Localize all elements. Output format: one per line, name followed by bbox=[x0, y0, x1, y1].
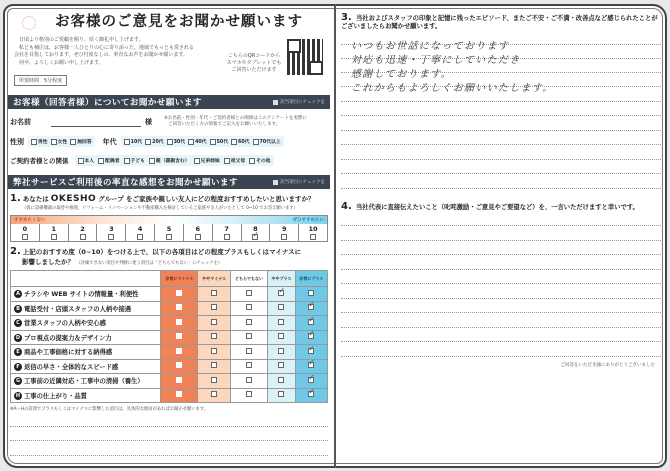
age-option[interactable] bbox=[145, 138, 163, 145]
scale-option-8[interactable] bbox=[241, 224, 270, 241]
privacy-note bbox=[164, 116, 307, 128]
question-2-line2 bbox=[22, 257, 328, 266]
rating-row-e bbox=[11, 345, 328, 360]
rating-row-g bbox=[11, 374, 328, 389]
scale-value: 7 bbox=[224, 225, 229, 233]
section-title: お客様（回答者様）についてお聞かせ願います bbox=[13, 98, 202, 108]
option-label: 60代 bbox=[238, 140, 250, 145]
rating-header-row bbox=[11, 271, 328, 287]
note-line: ※お名前・性別・年代・ご契約者様との関係はこのアンケートを実際に bbox=[164, 116, 307, 121]
scale-value: 0 bbox=[22, 225, 28, 233]
relation-label: ご契約者様との関係 bbox=[10, 157, 69, 165]
checkbox[interactable] bbox=[246, 377, 252, 383]
option-label: 50代 bbox=[216, 140, 229, 145]
handwritten-text: 感謝しております。 bbox=[351, 69, 452, 80]
rating-cell[interactable] bbox=[161, 301, 198, 316]
question-4-answer[interactable] bbox=[341, 212, 663, 357]
checkbox[interactable] bbox=[176, 319, 182, 325]
rating-cell[interactable] bbox=[230, 359, 268, 374]
qr-caption-line: こちらのQRコードから bbox=[227, 53, 281, 59]
option-label: 本人 bbox=[84, 159, 95, 164]
rating-cell[interactable] bbox=[230, 287, 268, 302]
option-label: 男性 bbox=[38, 140, 48, 145]
answer-line[interactable] bbox=[341, 131, 663, 146]
relation-option[interactable] bbox=[98, 157, 119, 164]
rating-cell[interactable] bbox=[161, 359, 198, 374]
age-option[interactable] bbox=[167, 138, 185, 145]
rating-cell[interactable] bbox=[161, 374, 198, 389]
checkbox[interactable] bbox=[176, 290, 182, 296]
scale-value: 9 bbox=[281, 225, 287, 233]
answer-line[interactable] bbox=[341, 313, 663, 328]
scale-option-2[interactable] bbox=[68, 224, 97, 241]
col-slight-minus: ややマイナス bbox=[198, 271, 230, 287]
gender-option-no-answer[interactable] bbox=[70, 138, 91, 145]
rating-cell[interactable] bbox=[268, 388, 295, 403]
checkbox[interactable] bbox=[211, 377, 217, 383]
checkbox[interactable] bbox=[188, 139, 194, 145]
item-letter-badge: A bbox=[14, 290, 22, 298]
checkbox[interactable] bbox=[124, 139, 130, 145]
item-letter-badge: G bbox=[15, 378, 21, 385]
age-options bbox=[121, 136, 284, 147]
section-title: 弊社サービスご利用後の率直な感想をお聞かせ願います bbox=[13, 178, 239, 188]
gender-age-row bbox=[10, 133, 328, 150]
checkbox[interactable] bbox=[31, 139, 37, 145]
question-text: あなたは bbox=[22, 195, 49, 203]
checkbox[interactable] bbox=[124, 158, 130, 164]
item-label: 電話受付・店頭スタッフの人柄や接遇 bbox=[24, 305, 132, 313]
answer-line[interactable] bbox=[341, 160, 663, 175]
rating-cell[interactable] bbox=[198, 301, 230, 316]
item-letter-badge: E bbox=[14, 348, 22, 356]
checkbox[interactable] bbox=[108, 234, 114, 240]
item-label: プロ視点の提案力＆デザイン力 bbox=[24, 334, 112, 342]
rating-cell[interactable] bbox=[198, 316, 230, 331]
scale-value: 6 bbox=[195, 225, 201, 233]
col-neutral: どちらでもない bbox=[230, 271, 268, 287]
question-1 bbox=[10, 193, 328, 204]
item-label: 工事前の近隣対応・工事中の清掃（養生） bbox=[24, 378, 144, 386]
rating-row-c bbox=[11, 316, 328, 331]
checkbox[interactable] bbox=[246, 304, 252, 310]
intro-line: 私ども桶庄は、お客様一人ひとりの心に寄り添った、地域でもっとも愛される bbox=[19, 44, 195, 51]
rating-cell[interactable] bbox=[198, 330, 230, 345]
relation-option[interactable] bbox=[224, 157, 245, 164]
scale-value: 1 bbox=[51, 225, 56, 233]
section-hint bbox=[273, 99, 325, 105]
rating-cell[interactable] bbox=[268, 301, 295, 316]
handwritten-text: 対応も迅速・丁寧にしていただき bbox=[351, 55, 521, 66]
option-label: 祖父母 bbox=[230, 159, 246, 164]
question-subtext: （仮に設備機器の取替や修理、リフォーム・リノベーションや不動産購入を検討しているご家族や友人がいたとして 0~10 でお答え願います） bbox=[22, 206, 298, 211]
checkbox[interactable] bbox=[51, 139, 57, 145]
checkbox[interactable] bbox=[246, 362, 252, 368]
rating-cell[interactable] bbox=[268, 316, 295, 331]
rating-cell[interactable] bbox=[230, 301, 268, 316]
scale-option-4[interactable] bbox=[125, 224, 154, 241]
item-column-header bbox=[11, 271, 161, 287]
checkbox[interactable] bbox=[278, 348, 284, 354]
qr-caption bbox=[222, 53, 286, 74]
intro-text bbox=[14, 37, 234, 67]
item-letter-badge: F bbox=[14, 363, 22, 371]
checkbox[interactable] bbox=[310, 234, 316, 240]
checkbox-checked[interactable] bbox=[308, 377, 314, 383]
checkbox[interactable] bbox=[231, 139, 237, 145]
page-divider bbox=[334, 4, 336, 468]
checkbox[interactable] bbox=[70, 139, 76, 145]
checkbox[interactable] bbox=[278, 362, 284, 368]
checkbox-icon bbox=[273, 100, 278, 105]
answer-line[interactable] bbox=[341, 299, 663, 314]
answer-line[interactable] bbox=[341, 212, 663, 227]
rating-item bbox=[11, 345, 161, 360]
scale-option-10[interactable] bbox=[298, 224, 327, 241]
checkbox[interactable] bbox=[98, 158, 104, 164]
checkbox[interactable] bbox=[308, 290, 314, 296]
checkbox-checked[interactable] bbox=[308, 333, 314, 339]
checkbox[interactable] bbox=[278, 333, 284, 339]
rating-cell[interactable] bbox=[198, 345, 230, 360]
rating-item bbox=[11, 330, 161, 345]
scale-value: 5 bbox=[166, 225, 172, 233]
hint-text: 該当項目にチェックを bbox=[280, 180, 325, 185]
checkbox[interactable] bbox=[224, 234, 230, 240]
question-3-answer[interactable] bbox=[341, 31, 663, 189]
rating-cell[interactable] bbox=[295, 287, 327, 302]
relation-option[interactable] bbox=[249, 157, 270, 164]
rating-cell[interactable] bbox=[295, 330, 327, 345]
section-respondent-header bbox=[8, 95, 330, 109]
answer-line[interactable] bbox=[341, 102, 663, 117]
rating-cell[interactable] bbox=[230, 345, 268, 360]
time-required-badge: 所要時間 5分程度 bbox=[14, 75, 67, 86]
checkbox[interactable] bbox=[211, 348, 217, 354]
option-label: 70代以上 bbox=[259, 140, 281, 145]
rating-row-a bbox=[11, 287, 328, 302]
rating-cell[interactable] bbox=[268, 287, 295, 302]
option-label: 配偶者 bbox=[105, 159, 120, 164]
checkbox-checked[interactable] bbox=[308, 304, 314, 310]
checkbox[interactable] bbox=[176, 333, 182, 339]
option-label: 兄弟姉妹 bbox=[200, 159, 220, 164]
rating-table bbox=[10, 270, 328, 403]
col-very-minus: 非常にマイナス bbox=[161, 271, 198, 287]
checkbox[interactable] bbox=[281, 234, 287, 240]
checkbox[interactable] bbox=[249, 158, 255, 164]
option-label: 無回答 bbox=[77, 140, 92, 145]
gender-option-female[interactable] bbox=[51, 138, 68, 145]
item-letter-badge: H bbox=[15, 392, 21, 399]
answer-line[interactable] bbox=[341, 328, 663, 343]
rating-cell[interactable] bbox=[230, 330, 268, 345]
answer-line[interactable] bbox=[10, 427, 328, 442]
item-label: 返信の早さ・全体的なスピード感 bbox=[24, 363, 119, 371]
relation-option[interactable] bbox=[124, 157, 145, 164]
rating-cell[interactable] bbox=[161, 316, 198, 331]
checkbox[interactable] bbox=[210, 139, 216, 145]
answer-line[interactable] bbox=[10, 441, 328, 456]
checkbox-checked[interactable] bbox=[308, 348, 314, 354]
relation-options bbox=[75, 155, 274, 166]
checkbox[interactable] bbox=[253, 139, 259, 145]
intro-line: 会社を目指しております。ぜひ忖度なしの、率直なお声をお聞かせ願います。 bbox=[14, 52, 189, 58]
option-label: 40代 bbox=[195, 140, 207, 145]
item-label: 工事の仕上がり・品質 bbox=[24, 392, 87, 400]
rating-cell[interactable] bbox=[198, 359, 230, 374]
checkbox[interactable] bbox=[246, 391, 252, 397]
note-line: ご回答いただく方の情報でご記入をお願いいたします。 bbox=[168, 122, 281, 127]
item-letter-badge: B bbox=[14, 305, 22, 313]
scale-value: 2 bbox=[80, 225, 85, 233]
item-label: 営業スタッフの人柄や安心感 bbox=[24, 320, 106, 328]
checkbox[interactable] bbox=[246, 290, 252, 296]
option-label: その他 bbox=[256, 159, 271, 164]
checkbox[interactable] bbox=[194, 158, 200, 164]
item-letter-badge: C bbox=[14, 319, 22, 327]
rating-cell[interactable] bbox=[198, 388, 230, 403]
rating-cell[interactable] bbox=[230, 316, 268, 331]
scale-option-6[interactable] bbox=[183, 224, 212, 241]
option-label: 子ども bbox=[130, 159, 145, 164]
qr-caption-line: スマホやタブレットでも bbox=[226, 60, 282, 66]
relation-option[interactable] bbox=[78, 157, 95, 164]
checkbox[interactable] bbox=[22, 234, 28, 240]
rating-cell[interactable] bbox=[268, 374, 295, 389]
option-label: 親（義親含む） bbox=[155, 159, 190, 164]
page-title: お客様のご意見をお聞かせ願います bbox=[55, 14, 303, 30]
scale-high-label: ぜひすすめたい bbox=[292, 218, 324, 223]
checkbox[interactable] bbox=[278, 319, 284, 325]
answer-line[interactable] bbox=[341, 284, 663, 299]
question-text: グループ をご家族や親しい友人にどの程度おすすめしたいと思いますか？ bbox=[98, 195, 315, 203]
checkbox[interactable] bbox=[145, 139, 151, 145]
answer-line[interactable] bbox=[341, 226, 663, 241]
scale-options bbox=[11, 224, 327, 241]
rating-row-h bbox=[11, 388, 328, 403]
question-text: 上記のおすすめ度（0~10）をつける上で、以下の各項目はどの程度プラスもしくはマイナスに bbox=[22, 248, 302, 256]
relation-option[interactable] bbox=[149, 157, 190, 164]
hint-text: 該当項目にチェックを bbox=[280, 100, 325, 105]
rating-row-b bbox=[11, 301, 328, 316]
left-page bbox=[10, 8, 328, 456]
scale-option-9[interactable] bbox=[269, 224, 298, 241]
rating-cell[interactable] bbox=[198, 287, 230, 302]
age-label: 年代 bbox=[102, 137, 117, 146]
item-label: 商品や工事価格に対する納得感 bbox=[24, 349, 113, 357]
checkbox-checked[interactable] bbox=[308, 319, 314, 325]
scale-value: 3 bbox=[109, 225, 114, 233]
checkbox[interactable] bbox=[211, 304, 217, 310]
question-text: 当社代表に直接伝えたいこと（叱咤激励・ご意見やご要望など）を、一言いただけますと幸いです。 bbox=[355, 203, 639, 211]
question-number: 2. bbox=[10, 246, 21, 257]
handwritten-text: いつもお世話になっております bbox=[351, 41, 510, 52]
answer-line[interactable] bbox=[341, 241, 663, 256]
rating-cell[interactable] bbox=[230, 388, 268, 403]
checkbox[interactable] bbox=[211, 319, 217, 325]
qr-code[interactable] bbox=[287, 39, 323, 75]
option-label: 20代 bbox=[152, 140, 164, 145]
checkbox-checked[interactable] bbox=[278, 290, 284, 296]
col-slight-plus: ややプラス bbox=[268, 271, 295, 287]
right-page bbox=[341, 8, 663, 368]
intro-line: 何卒、よろしくお願い申し上げます。 bbox=[19, 59, 104, 66]
checkbox-checked[interactable] bbox=[252, 234, 258, 240]
rating-cell[interactable] bbox=[295, 374, 327, 389]
gender-label: 性別 bbox=[10, 137, 24, 146]
rating-row-f bbox=[11, 359, 328, 374]
checkbox[interactable] bbox=[211, 333, 217, 339]
scale-option-3[interactable] bbox=[96, 224, 125, 241]
answer-line[interactable] bbox=[341, 145, 663, 160]
checkbox[interactable] bbox=[246, 333, 252, 339]
checkbox[interactable] bbox=[176, 348, 182, 354]
answer-line[interactable] bbox=[341, 270, 663, 285]
checkbox[interactable] bbox=[211, 290, 217, 296]
age-option[interactable] bbox=[124, 138, 142, 145]
handwritten-text: これからもよろしくお願いいたします。 bbox=[351, 83, 554, 94]
option-label: 10代 bbox=[130, 140, 143, 145]
intro-line: 日頃より格別のご愛顧を賜り、厚く御礼申し上げます。 bbox=[19, 37, 144, 43]
rating-item bbox=[11, 301, 161, 316]
rating-item bbox=[11, 388, 161, 403]
question-number: 1. bbox=[10, 193, 21, 204]
rating-cell[interactable] bbox=[268, 330, 295, 345]
checkbox[interactable] bbox=[211, 391, 217, 397]
rating-cell[interactable] bbox=[161, 287, 198, 302]
checkbox[interactable] bbox=[137, 234, 143, 240]
name-field[interactable] bbox=[51, 117, 141, 127]
checkbox[interactable] bbox=[176, 362, 182, 368]
checkbox[interactable] bbox=[211, 362, 217, 368]
qr-caption-line: ご回答いただけます bbox=[231, 67, 277, 73]
answer-line[interactable] bbox=[341, 255, 663, 270]
gender-option-male[interactable] bbox=[31, 138, 48, 145]
option-label: 女性 bbox=[57, 140, 68, 145]
rating-cell[interactable] bbox=[295, 359, 327, 374]
relation-row bbox=[10, 152, 328, 169]
rating-cell[interactable] bbox=[161, 330, 198, 345]
checkbox-icon bbox=[273, 180, 278, 185]
age-option[interactable] bbox=[210, 138, 228, 145]
rating-cell[interactable] bbox=[230, 374, 268, 389]
age-option[interactable] bbox=[188, 138, 206, 145]
question-3 bbox=[341, 14, 663, 31]
scale-value: 8 bbox=[253, 225, 258, 233]
checkbox[interactable] bbox=[278, 391, 284, 397]
scale-option-0[interactable] bbox=[11, 224, 39, 241]
section-feedback-header bbox=[8, 175, 330, 189]
checkbox[interactable] bbox=[51, 234, 57, 240]
question-number: 3. bbox=[341, 12, 352, 23]
checkbox[interactable] bbox=[224, 158, 230, 164]
checkbox[interactable] bbox=[176, 377, 182, 383]
checkbox-checked[interactable] bbox=[308, 362, 314, 368]
rating-item bbox=[11, 316, 161, 331]
brand-name: OKESHO bbox=[50, 194, 97, 204]
answer-line[interactable] bbox=[341, 174, 663, 189]
rating-item bbox=[11, 374, 161, 389]
scale-value: 10 bbox=[308, 225, 318, 233]
option-label: 30代 bbox=[173, 140, 186, 145]
rating-item bbox=[11, 359, 161, 374]
question-text: 影響しましたか？ bbox=[22, 258, 74, 266]
name-label: お名前 bbox=[10, 118, 31, 126]
checkbox[interactable] bbox=[149, 158, 155, 164]
checkbox[interactable] bbox=[167, 139, 173, 145]
rating-cell[interactable] bbox=[295, 345, 327, 360]
question-2 bbox=[10, 246, 328, 257]
answer-line[interactable] bbox=[341, 31, 663, 52]
scale-option-7[interactable] bbox=[212, 224, 241, 241]
section-hint bbox=[273, 179, 325, 185]
intro bbox=[10, 37, 328, 95]
answer-line[interactable] bbox=[341, 342, 663, 357]
rating-row-d bbox=[11, 330, 328, 345]
question-subtext: （評価できない項目や判断に迷う項目は「どちらでもない」にチェックを） bbox=[76, 261, 223, 266]
relation-option[interactable] bbox=[194, 157, 220, 164]
scale-value: 4 bbox=[137, 225, 143, 233]
checkbox[interactable] bbox=[166, 234, 172, 240]
question-number: 4. bbox=[341, 200, 352, 212]
rating-footnote: ※A〜Hの設問でプラスもしくはマイナスに影響した項目は、具体的な理由があればお聞かせ願います。 bbox=[10, 407, 209, 412]
rating-cell[interactable] bbox=[161, 388, 198, 403]
checkbox[interactable] bbox=[176, 304, 182, 310]
checkbox-checked[interactable] bbox=[308, 391, 314, 397]
answer-line[interactable] bbox=[341, 116, 663, 131]
checkbox[interactable] bbox=[78, 158, 84, 164]
rating-cell[interactable] bbox=[295, 316, 327, 331]
rating-cell[interactable] bbox=[295, 388, 327, 403]
scale-option-5[interactable] bbox=[154, 224, 183, 241]
question-text: 当社およびスタッフの印象と記憶に残ったエピソード、またご不安・ご不満・改善点など感じられたことがございましたらお聞かせ願います。 bbox=[341, 15, 658, 30]
scale-header bbox=[11, 216, 327, 224]
age-option[interactable] bbox=[231, 138, 249, 145]
checkbox[interactable] bbox=[278, 304, 284, 310]
item-letter-badge: D bbox=[15, 334, 21, 341]
item-label: チラシや WEB サイトの情報量・利便性 bbox=[24, 291, 139, 299]
question-4 bbox=[341, 200, 663, 212]
checkbox[interactable] bbox=[176, 391, 182, 397]
col-very-plus: 非常にプラス bbox=[295, 271, 327, 287]
rating-item bbox=[11, 287, 161, 302]
scale-low-label: すすめたくない bbox=[14, 218, 46, 223]
age-option[interactable] bbox=[253, 138, 281, 145]
checkbox[interactable] bbox=[80, 234, 86, 240]
rating-cell[interactable] bbox=[161, 345, 198, 360]
checkbox[interactable] bbox=[246, 348, 252, 354]
checkbox[interactable] bbox=[246, 319, 252, 325]
answer-line[interactable] bbox=[10, 412, 328, 427]
rating-cell[interactable] bbox=[268, 345, 295, 360]
thank-you-message: ご回答をいただき誠にありがとうございました bbox=[560, 362, 655, 368]
logo-icon bbox=[22, 16, 36, 30]
name-row bbox=[10, 111, 328, 133]
recommend-scale bbox=[10, 215, 328, 242]
rating-cell[interactable] bbox=[198, 374, 230, 389]
checkbox[interactable] bbox=[195, 234, 201, 240]
checkbox[interactable] bbox=[278, 377, 284, 383]
gender-options bbox=[28, 136, 95, 147]
rating-cell[interactable] bbox=[268, 359, 295, 374]
honorific-label: 様 bbox=[145, 118, 152, 126]
rating-cell[interactable] bbox=[295, 301, 327, 316]
scale-option-1[interactable] bbox=[39, 224, 68, 241]
